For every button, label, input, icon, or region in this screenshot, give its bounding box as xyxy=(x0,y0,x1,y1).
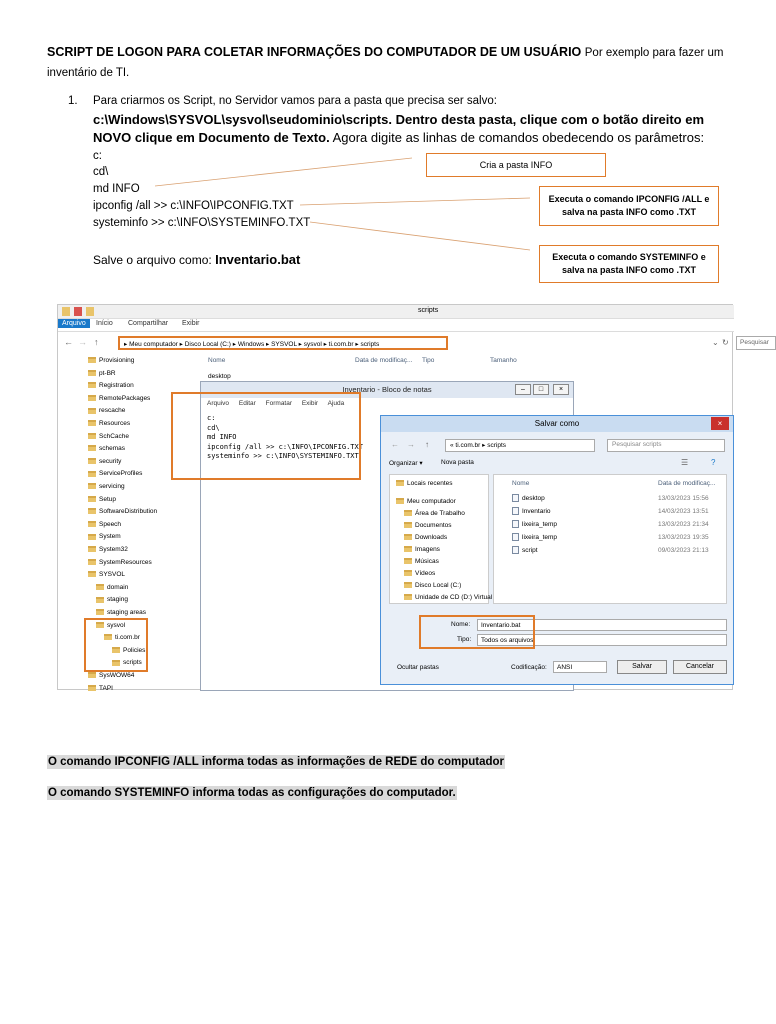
instruction-rest: Agora digite as linhas de comandos obedecendo os parâmetros: xyxy=(332,130,705,145)
notepad-content[interactable]: c: cd\ md INFO ipconfig /all >> c:\INFO\IPCONFIG.TXT systeminfo >> c:\INFO\SYSTEMINFO.TXT xyxy=(207,414,363,460)
note-systeminfo-text: O comando SYSTEMINFO informa todas as configurações do computador. xyxy=(48,787,456,799)
explorer-titlebar xyxy=(58,305,734,319)
tree-item-label: rescache xyxy=(99,407,126,415)
file-row[interactable] xyxy=(512,545,538,556)
menu-exibir[interactable]: Exibir xyxy=(301,400,319,407)
forward-icon[interactable]: → xyxy=(78,337,87,347)
folder-icon xyxy=(396,480,404,486)
save-as-search[interactable]: Pesquisar scripts xyxy=(607,439,725,452)
folder-icon xyxy=(88,559,96,565)
tree-item[interactable] xyxy=(88,431,129,443)
nav-item-label: Documentos xyxy=(415,522,452,529)
nav-item[interactable] xyxy=(396,496,456,507)
nav-item-label: Músicas xyxy=(415,558,439,565)
file-icon xyxy=(512,494,519,502)
path-text: c:\Windows\SYSVOL\sysvol\seudominio\scripts. xyxy=(93,112,392,127)
nav-item[interactable] xyxy=(404,520,452,531)
folder-icon xyxy=(404,522,412,528)
tree-item-label: Provisioning xyxy=(99,357,135,364)
file-row-desktop[interactable]: desktop xyxy=(208,373,231,380)
tree-item[interactable] xyxy=(88,456,121,468)
folder-icon xyxy=(96,584,104,590)
folder-icon xyxy=(88,471,96,477)
tree-item-label: staging xyxy=(107,596,128,604)
save-filename: Inventario.bat xyxy=(215,252,301,267)
tree-item[interactable] xyxy=(88,544,128,556)
file-row[interactable] xyxy=(512,493,545,504)
nav-item-label: Locais recentes xyxy=(407,480,453,487)
column-date[interactable]: Data de modificaç... xyxy=(658,480,716,487)
folder-icon xyxy=(88,546,96,552)
tree-item-label: SoftwareDistribution xyxy=(99,508,158,516)
tree-item-label: Resources xyxy=(99,420,131,427)
up-icon[interactable]: ↑ xyxy=(425,440,429,449)
folder-icon xyxy=(88,395,96,401)
file-type-select[interactable]: Todos os arquivos xyxy=(477,634,727,646)
notepad-title: Inventario - Bloco de notas xyxy=(201,382,573,398)
tab-inicio[interactable]: Início xyxy=(96,320,113,327)
tree-item[interactable] xyxy=(88,443,125,455)
folder-icon xyxy=(88,445,96,451)
save-as-title: Salvar como xyxy=(381,416,733,432)
folder-icon xyxy=(96,597,104,603)
ribbon-tabs xyxy=(58,319,734,332)
file-date: 09/03/2023 21:13 xyxy=(658,547,709,554)
file-name: script xyxy=(522,547,538,554)
save-label: Salve o arquivo como: xyxy=(93,253,212,267)
folder-icon xyxy=(88,420,96,426)
nav-item[interactable] xyxy=(404,556,439,567)
file-date: 13/03/2023 15:56 xyxy=(658,495,709,502)
folder-icon xyxy=(88,534,96,540)
instruction-bold: Dentro desta pasta, clique com o botão direito em NOVO clique em Documento de Texto. xyxy=(93,112,705,145)
back-icon[interactable]: ← xyxy=(64,337,73,347)
save-as-file-list xyxy=(493,474,727,604)
tree-item-label: System xyxy=(99,533,121,541)
tree-item-label: sysvol xyxy=(107,621,126,629)
file-row[interactable] xyxy=(512,532,557,543)
folder-icon xyxy=(88,357,96,363)
organize-button[interactable]: Organizar ▾ xyxy=(389,460,423,467)
save-instruction xyxy=(93,252,300,267)
hide-folders-toggle[interactable]: Ocultar pastas xyxy=(397,664,439,671)
address-bar[interactable]: ▸ Meu computador ▸ Disco Local (C:) ▸ Windows ▸ SYSVOL ▸ sysvol ▸ ti.com.br ▸ scripts xyxy=(118,336,448,350)
column-date[interactable]: Data de modificaç... xyxy=(355,357,413,364)
command-line: cd\ xyxy=(93,166,109,178)
tree-item-label: schemas xyxy=(99,445,126,453)
nav-item[interactable] xyxy=(404,508,465,519)
highlight-filename xyxy=(419,615,535,649)
file-name: lixeira_temp xyxy=(522,521,558,528)
tree-item-label: ServiceProfiles xyxy=(99,470,143,478)
tree-item[interactable] xyxy=(88,481,125,493)
close-icon[interactable]: × xyxy=(553,384,569,395)
note-ipconfig xyxy=(47,752,505,770)
nav-item-label: Disco Local (C:) xyxy=(415,582,462,589)
tree-item[interactable] xyxy=(88,468,142,480)
tree-item[interactable] xyxy=(88,519,121,531)
nav-item[interactable] xyxy=(404,544,440,555)
menu-arquivo[interactable]: Arquivo xyxy=(207,400,230,407)
properties-icon xyxy=(74,307,82,316)
tree-item-label: pt-BR xyxy=(99,369,116,377)
encoding-select[interactable]: ANSI xyxy=(553,661,607,673)
file-icon xyxy=(512,533,519,541)
tree-item-label: System32 xyxy=(99,546,128,553)
tree-item-label: Speech xyxy=(99,520,122,528)
title-rest: Por exemplo para fazer um inventário de TI. xyxy=(47,47,724,79)
folder-icon xyxy=(88,433,96,439)
maximize-icon[interactable]: □ xyxy=(533,384,549,395)
folder-icon xyxy=(404,510,412,516)
folder-icon xyxy=(88,408,96,414)
view-icon[interactable]: ☰ xyxy=(681,458,689,467)
tree-item[interactable] xyxy=(88,405,125,417)
tree-item-label: SysWOW64 xyxy=(99,672,135,679)
file-name: lixeira_temp xyxy=(522,534,558,541)
tree-item-label: TAPI xyxy=(99,684,113,692)
nav-item-label: Área de Trabalho xyxy=(415,510,465,517)
tree-item[interactable] xyxy=(88,683,113,695)
folder-icon xyxy=(404,558,412,564)
tree-item-label: ti.com.br xyxy=(115,634,140,642)
command-line: c: xyxy=(93,150,102,162)
file-icon xyxy=(512,546,519,554)
minimize-icon[interactable]: – xyxy=(515,384,531,395)
file-date: 14/03/2023 13:51 xyxy=(658,508,709,515)
menu-formatar[interactable]: Formatar xyxy=(265,400,293,407)
explorer-title: scripts xyxy=(418,307,439,314)
nav-item[interactable] xyxy=(396,478,453,489)
callout-systeminfo: Executa o comando SYSTEMINFO e salva na pasta INFO como .TXT xyxy=(539,245,719,283)
type-label: Tipo: xyxy=(457,636,472,643)
file-row[interactable] xyxy=(512,519,557,530)
tree-item[interactable] xyxy=(88,531,121,543)
callout-ipconfig: Executa o comando IPCONFIG /ALL e salva na pasta INFO como .TXT xyxy=(539,186,719,226)
tree-item[interactable] xyxy=(88,569,125,581)
screenshot xyxy=(57,304,769,692)
folder-icon xyxy=(88,672,96,678)
help-icon[interactable]: ? xyxy=(711,458,716,467)
folder-icon xyxy=(62,307,70,316)
note-systeminfo xyxy=(47,783,457,801)
file-date: 13/03/2023 19:35 xyxy=(658,534,709,541)
folder-icon xyxy=(88,382,96,388)
command-line: md INFO xyxy=(93,183,140,195)
tab-exibir[interactable]: Exibir xyxy=(182,320,200,327)
encoding-label: Codificação: xyxy=(511,664,547,671)
tab-arquivo[interactable]: Arquivo xyxy=(58,319,90,328)
save-as-nav xyxy=(389,474,493,604)
folder-icon xyxy=(404,582,412,588)
highlight-notepad xyxy=(171,392,361,480)
note-ipconfig-text: O comando IPCONFIG /ALL informa todas as informações de REDE do computador xyxy=(48,756,505,768)
file-name: Inventario xyxy=(522,508,551,515)
tree-item[interactable] xyxy=(88,355,134,367)
save-as-address[interactable]: « ti.com.br ▸ scripts xyxy=(445,439,595,452)
chevron-down-icon[interactable]: ⌄ xyxy=(712,338,719,347)
tree-item-label: SystemResources xyxy=(99,558,152,566)
tree-item[interactable] xyxy=(96,594,128,606)
tab-compartilhar[interactable]: Compartilhar xyxy=(128,320,169,327)
folder-icon xyxy=(88,685,96,691)
tree-item-label: SYSVOL xyxy=(99,571,126,579)
close-icon[interactable]: × xyxy=(711,417,729,430)
folder-icon xyxy=(88,571,96,577)
highlight-scripts-folder xyxy=(84,618,148,672)
back-icon[interactable]: ← xyxy=(391,440,399,449)
callout-create-folder: Cria a pasta INFO xyxy=(426,153,606,177)
tree-item-label: security xyxy=(99,457,122,465)
folder-icon xyxy=(96,609,104,615)
column-name[interactable]: Nome xyxy=(208,357,226,364)
column-size[interactable]: Tamanho xyxy=(490,357,517,364)
file-icon xyxy=(512,507,519,515)
nav-item-label: Downloads xyxy=(415,534,448,541)
save-button[interactable]: Salvar xyxy=(617,660,667,674)
file-icon xyxy=(512,520,519,528)
tree-item-label: Registration xyxy=(99,382,134,390)
save-as-dialog xyxy=(380,415,734,685)
tree-item[interactable] xyxy=(88,557,152,569)
forward-icon[interactable]: → xyxy=(407,440,415,449)
folder-icon xyxy=(396,498,404,504)
name-label: Nome: xyxy=(451,621,471,628)
nav-item[interactable] xyxy=(404,592,492,603)
folder-icon xyxy=(88,483,96,489)
list-number: 1. xyxy=(68,95,78,107)
folder-icon xyxy=(404,534,412,540)
filename-input[interactable]: Inventario.bat xyxy=(477,619,727,631)
nav-item-label: Unidade de CD (D:) Virtual xyxy=(415,594,493,601)
nav-item[interactable] xyxy=(404,568,435,579)
tree-item[interactable] xyxy=(88,506,157,518)
search-input[interactable]: Pesquisar xyxy=(736,336,776,350)
menu-editar[interactable]: Editar xyxy=(238,400,256,407)
command-line: ipconfig /all >> c:\INFO\IPCONFIG.TXT xyxy=(93,200,294,212)
folder-icon xyxy=(88,370,96,376)
command-line: systeminfo >> c:\INFO\SYSTEMINFO.TXT xyxy=(93,217,311,229)
folder-icon xyxy=(88,521,96,527)
folder-icon xyxy=(404,594,412,600)
folder-icon xyxy=(88,458,96,464)
tree-item[interactable] xyxy=(88,494,116,506)
folder-icon xyxy=(404,570,412,576)
folder-icon xyxy=(88,496,96,502)
new-folder-icon xyxy=(86,307,94,316)
tree-item-label: Policies xyxy=(123,646,146,654)
cancel-button[interactable]: Cancelar xyxy=(673,660,727,674)
title-bold: SCRIPT DE LOGON PARA COLETAR INFORMAÇÕES DO COMPUTADOR DE UM USUÁRIO xyxy=(47,45,582,59)
refresh-icon[interactable]: ↻ xyxy=(722,338,729,347)
nav-item[interactable] xyxy=(404,532,447,543)
step-text: Para criarmos os Script, no Servidor vamos para a pasta que precisa ser salvo: xyxy=(93,95,497,107)
tree-item[interactable] xyxy=(88,380,134,392)
tree-item-label: servicing xyxy=(99,483,125,490)
tree-item[interactable] xyxy=(88,418,130,430)
tree-item-label: Setup xyxy=(99,495,116,503)
nav-item-label: Vídeos xyxy=(415,570,436,577)
tree-item-label: RemotePackages xyxy=(99,394,151,402)
folder-icon xyxy=(88,508,96,514)
up-icon[interactable]: ↑ xyxy=(94,337,99,347)
column-type[interactable]: Tipo xyxy=(422,357,435,364)
folder-icon xyxy=(404,546,412,552)
tree-item[interactable] xyxy=(88,368,116,380)
file-name: desktop xyxy=(522,495,545,502)
tree-item[interactable] xyxy=(96,582,128,594)
menu-ajuda[interactable]: Ajuda xyxy=(327,400,345,407)
tree-item-label: domain xyxy=(107,583,129,591)
file-date: 13/03/2023 21:34 xyxy=(658,521,709,528)
nav-item-label: Meu computador xyxy=(407,498,456,505)
tree-item-label: SchCache xyxy=(99,432,129,440)
nav-item[interactable] xyxy=(404,580,461,591)
tree-item-label: scripts xyxy=(123,659,142,667)
new-folder-button[interactable]: Nova pasta xyxy=(441,459,474,466)
tree-item[interactable] xyxy=(88,393,150,405)
nav-item-label: Imagens xyxy=(415,546,440,553)
file-row[interactable] xyxy=(512,506,551,517)
tree-item-label: staging areas xyxy=(107,609,147,616)
column-name[interactable]: Nome xyxy=(512,480,530,487)
